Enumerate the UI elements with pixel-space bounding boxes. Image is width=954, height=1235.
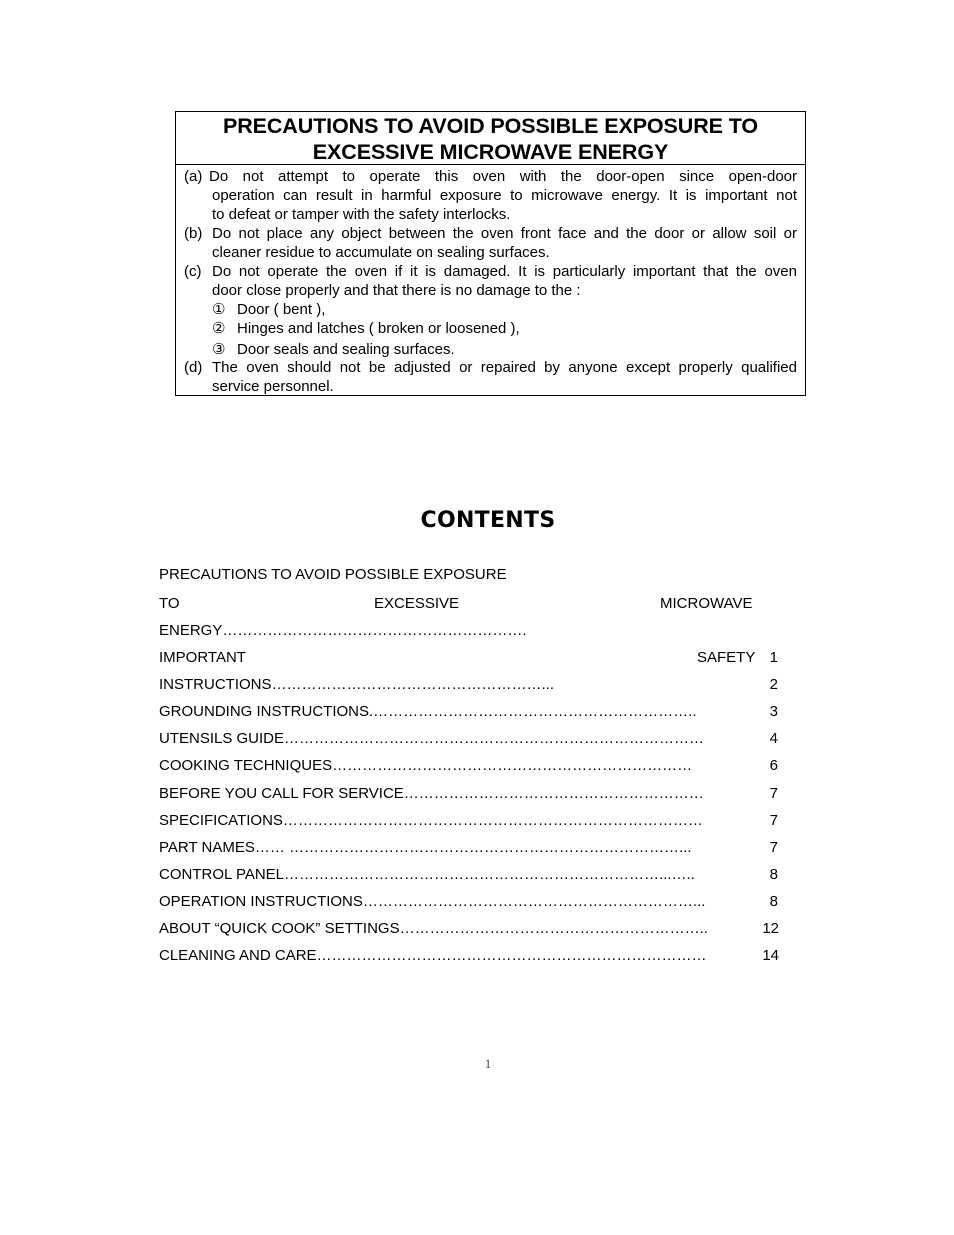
- toc-row: [159, 757, 779, 777]
- toc-entry-text: OPERATION INSTRUCTIONS…………………………………………………………...: [159, 893, 706, 910]
- toc-page-number: 4: [769, 730, 778, 747]
- precaution-label: (a): [184, 168, 203, 185]
- toc-page-number: 8: [769, 893, 778, 910]
- toc-page-number: 14: [762, 947, 779, 964]
- toc-entry-text: GROUNDING INSTRUCTIONS.………………………………………………………..: [159, 703, 697, 720]
- toc-row: [159, 622, 779, 642]
- toc-entry-text: MICROWAVE: [660, 595, 753, 612]
- precaution-subitem: [212, 319, 520, 338]
- toc-row: [159, 676, 779, 696]
- contents-heading: CONTENTS: [420, 508, 556, 533]
- toc-page-number: 7: [769, 812, 778, 829]
- subitem-text: Door ( bent ),: [237, 301, 326, 318]
- toc-page-number: 7: [769, 839, 778, 856]
- toc-entry-text: PRECAUTIONS TO AVOID POSSIBLE EXPOSURE: [159, 566, 507, 583]
- toc-row: [159, 730, 779, 750]
- toc-entry-text: EXCESSIVE: [374, 595, 460, 612]
- toc-page-number: 1: [769, 649, 778, 666]
- precautions-box: [175, 111, 806, 396]
- subitem-number: ③: [212, 341, 226, 358]
- subitem-text: Door seals and sealing surfaces.: [237, 341, 455, 358]
- precaution-label: (b): [184, 225, 203, 242]
- toc-entry-text: BEFORE YOU CALL FOR SERVICE……………………………………………………: [159, 785, 704, 802]
- toc-entry-text: COOKING TECHNIQUES………………………………………………………………: [159, 757, 693, 774]
- toc-entry-text: TO: [159, 595, 180, 612]
- subitem-number: ②: [212, 320, 226, 337]
- toc-row: [159, 893, 779, 913]
- toc-page-number: 2: [769, 676, 778, 693]
- precaution-text-line: service personnel.: [212, 378, 334, 395]
- toc-row: [159, 866, 779, 886]
- toc-entry-text: ABOUT “QUICK COOK” SETTINGS……………………………………………………..: [159, 920, 708, 937]
- toc-entry-text: ENERGY…………………………………………………….: [159, 622, 527, 639]
- precaution-subitem: [212, 340, 455, 359]
- precaution-text-line: cleaner residue to accumulate on sealing surfaces.: [212, 244, 550, 261]
- toc-row: [159, 595, 779, 615]
- precaution-text-line: to defeat or tamper with the safety interlocks.: [212, 206, 511, 223]
- precaution-text-line: Do not attempt to operate this oven with the door-open since open-door: [209, 168, 797, 185]
- toc-entry-text: CLEANING AND CARE……………………………………………………………………: [159, 947, 707, 964]
- toc-page-number: 3: [769, 703, 778, 720]
- precaution-text-line: Do not place any object between the oven front face and the door or allow soil or: [212, 225, 797, 242]
- toc-page-number: 7: [769, 785, 778, 802]
- precautions-title-line1: PRECAUTIONS TO AVOID POSSIBLE EXPOSURE TO: [222, 114, 759, 138]
- toc-entry-text: INSTRUCTIONS………………………………………………...: [159, 676, 555, 693]
- toc-row: [159, 785, 779, 805]
- toc-row: [159, 947, 779, 967]
- toc-page-number: 6: [769, 757, 778, 774]
- subitem-number: ①: [212, 301, 226, 318]
- toc-page-number: 8: [769, 866, 778, 883]
- precaution-subitem: [212, 300, 325, 319]
- precaution-text-line: door close properly and that there is no damage to the :: [212, 282, 581, 299]
- toc-entry-text: UTENSILS GUIDE…………………………………………………………………………: [159, 730, 705, 747]
- toc-row: [159, 566, 779, 586]
- precaution-label: (c): [184, 263, 202, 280]
- toc-entry-text: PART NAMES…… ……………………………………………………………………...: [159, 839, 692, 856]
- precaution-text-line: The oven should not be adjusted or repaired by anyone except properly qualified: [212, 359, 797, 376]
- subitem-text: Hinges and latches ( broken or loosened ),: [237, 320, 520, 337]
- toc-entry-text: IMPORTANT: [159, 649, 246, 666]
- precautions-title: [176, 112, 805, 165]
- toc-entry-text: SAFETY: [697, 649, 756, 666]
- toc-entry-text: SPECIFICATIONS…………………………………………………………………………: [159, 812, 703, 829]
- toc-row: [159, 703, 779, 723]
- precaution-text-line: operation can result in harmful exposure to microwave energy. It is important not: [212, 187, 797, 204]
- page-number: 1: [484, 1056, 492, 1071]
- toc-row: [159, 920, 779, 940]
- toc-entry-text: CONTROL PANEL…………………………………………………………………...…..: [159, 866, 695, 883]
- toc-page-number: 12: [762, 920, 779, 937]
- toc-row: [159, 649, 779, 669]
- toc-row: [159, 839, 779, 859]
- precaution-label: (d): [184, 359, 203, 376]
- toc-row: [159, 812, 779, 832]
- precaution-text-line: Do not operate the oven if it is damaged. It is particularly important that the oven: [212, 263, 797, 280]
- precautions-title-line2: EXCESSIVE MICROWAVE ENERGY: [312, 140, 669, 164]
